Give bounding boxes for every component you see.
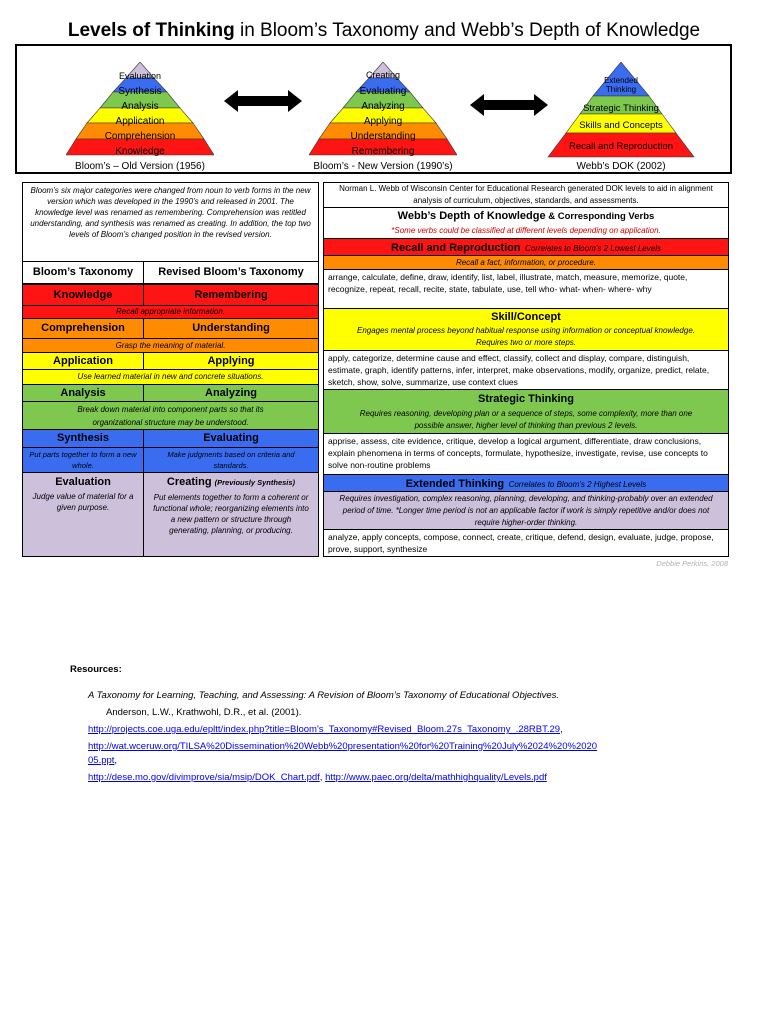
new-level-understanding: Understanding xyxy=(350,131,416,142)
resource-link-line-3 xyxy=(88,754,117,768)
bloom-new-header: Revised Bloom’s Taxonomy xyxy=(143,261,319,284)
dok-level1-desc: Recall a fact, information, or procedure. xyxy=(323,255,729,270)
resource-link-line-1 xyxy=(88,723,563,737)
row-evaluating: Evaluating xyxy=(143,429,319,448)
creating-note: (Previously Synthesis) xyxy=(214,478,296,487)
dok-level3-desc: Requires reasoning, developing plan or a sequence of steps, some complexity, more than one possible answer, higher level of thinking than previous 2 levels. xyxy=(359,409,693,430)
dok-level-skills: Skills and Concepts xyxy=(579,120,663,131)
row-analyzing: Analyzing xyxy=(143,384,319,402)
resource-link-paec[interactable]: http://www.paec.org/delta/mathhighquality/Levels.pdf xyxy=(325,772,547,783)
dok-level-strategic: Strategic Thinking xyxy=(583,103,659,114)
row-comprehension: Comprehension xyxy=(22,318,144,339)
resource-separator: , xyxy=(319,772,326,783)
knowledge-desc: Recall appropriate information. xyxy=(22,305,319,319)
resource-authors: Anderson, L.W., Krathwohl, D.R., et al. (2001). xyxy=(106,707,302,718)
new-pyramid-caption: Bloom’s - New Version (1990’s) xyxy=(313,161,453,172)
dok-level1-name: Recall and Reproduction xyxy=(391,242,521,254)
row-analysis: Analysis xyxy=(22,384,144,402)
dok-level3-name: Strategic Thinking xyxy=(478,393,574,405)
resource-link-wceruw-cont[interactable]: 05.ppt xyxy=(88,755,115,766)
row-understanding: Understanding xyxy=(143,318,319,339)
dok-level4-name: Extended Thinking xyxy=(405,478,505,490)
dok-header-cell xyxy=(323,207,729,239)
creating-desc: Put elements together to form a coherent or functional whole; reorganizing elements into a new pattern or structure through generating, planning, or producing. xyxy=(153,493,309,535)
resource-separator: , xyxy=(560,724,563,735)
title-rest: in Bloom’s Taxonomy and Webb’s Depth of Knowledge xyxy=(234,20,701,41)
resource-link-wceruw[interactable]: http://wat.wceruw.org/TILSA%20Dissemination%20Webb%20presentation%20for%20Training%20July%2024%20%2020 xyxy=(88,741,598,752)
row-application: Application xyxy=(22,352,144,370)
resources-heading: Resources: xyxy=(70,664,122,675)
old-level-comprehension: Comprehension xyxy=(104,131,176,142)
new-level-creating: Creating xyxy=(365,70,401,80)
dok-level2-verbs: apply, categorize, determine cause and effect, classify, collect and display, compare, distinguish, estimate, graph, identify patterns, infer, interpret, make observations, modify, organize, predict, relate, sketch, show, solve, summarize, use context clues xyxy=(323,350,729,390)
row-synthesis: Synthesis xyxy=(22,429,144,448)
author-credit: Debbie Perkins, 2008 xyxy=(656,559,728,568)
new-level-evaluating: Evaluating xyxy=(359,86,407,97)
resource-link-bloom[interactable]: http://projects.coe.uga.edu/epltt/index.php?title=Bloom's_Taxonomy#Revised_Bloom.27s_Taxonomy_.28RBT.29 xyxy=(88,724,561,735)
old-pyramid-caption: Bloom’s – Old Version (1956) xyxy=(75,161,205,172)
dok-header-verbs: & Corresponding Verbs xyxy=(545,211,655,222)
row-remembering: Remembering xyxy=(143,284,319,306)
double-arrow-icon xyxy=(470,94,548,116)
dok-level-extended: Extended Thinking xyxy=(604,76,638,94)
resource-separator: , xyxy=(114,755,118,766)
double-arrow-icon xyxy=(224,90,302,112)
dok-level2-desc: Engages mental process beyond habitual response using information or conceptual knowledge. Requires two or more steps. xyxy=(357,326,695,347)
resource-link-dese[interactable]: http://dese.mo.gov/divimprove/sia/msip/DOK_Chart.pdf xyxy=(88,772,320,783)
old-level-synthesis: Synthesis xyxy=(118,86,162,97)
dok-level4-verbs: analyze, apply concepts, compose, connect, create, critique, defend, design, evaluate, judge, propose, prove, support, synthesize xyxy=(323,529,729,557)
dok-level4-header xyxy=(323,474,729,492)
creating-cell xyxy=(143,472,319,557)
resource-book-title: A Taxonomy for Learning, Teaching, and Assessing: A Revision of Bloom’s Taxonomy of Educational Objectives. xyxy=(88,690,560,701)
dok-level3-header xyxy=(323,389,729,434)
dok-level-recall: Recall and Reproduction xyxy=(568,141,674,152)
dok-level4-desc: Requires investigation, complex reasoning, planning, developing, and thinking-probably over an extended period of time. *Longer time period is not an applicable factor if work is simply repetitive and/or does not require higher-order thinking. xyxy=(323,491,729,530)
dok-level2-name: Skill/Concept xyxy=(491,311,561,323)
bloom-old-pyramid xyxy=(66,62,214,158)
dok-level1-verbs: arrange, calculate, define, draw, identify, list, label, illustrate, match, measure, memorize, quote, recognize, repeat, recall, recite, state, tabulate, use, tell who- what- when- where- why xyxy=(323,269,729,309)
dok-pyramid xyxy=(546,62,696,158)
new-level-remembering: Remembering xyxy=(351,146,415,157)
bloom-intro-text: Bloom’s six major categories were changed from noun to verb forms in the new version which was developed in the 1990’s and released in 2001. The knowledge level was renamed as remembering. Comprehension was retitled understanding, and synthesis was renamed as creating. In addition, the top two levels of Bloom’s changed position in the revised version. xyxy=(22,182,319,261)
old-level-application: Application xyxy=(115,116,165,127)
dok-note: *Some verbs could be classified at different levels depending on application. xyxy=(391,226,661,235)
dok-header-title: Webb’s Depth of Knowledge xyxy=(397,210,546,222)
application-desc: Use learned material in new and concrete situations. xyxy=(22,369,319,385)
page-title xyxy=(0,20,768,42)
dok-level2-header xyxy=(323,308,729,351)
bloom-old-header: Bloom’s Taxonomy xyxy=(22,261,144,284)
dok-level3-verbs: apprise, assess, cite evidence, critique, develop a logical argument, differentiate, draw conclusions, explain phenomena in terms of concepts, formulate, hypothesize, investigate, revise, use concepts to solve non-routine problems xyxy=(323,433,729,475)
dok-intro-text: Norman L. Webb of Wisconsin Center for Educational Research generated DOK levels to aid in alignment analysis of curriculum, objectives, standards, and assessments. xyxy=(323,182,729,208)
resource-link-line-2 xyxy=(88,740,597,754)
dok-level1-corr: Correlates to Bloom’s 2 Lowest Levels xyxy=(525,244,661,253)
old-level-evaluation: Evaluation xyxy=(118,71,162,81)
dok-pyramid-caption: Webb’s DOK (2002) xyxy=(576,161,666,172)
row-evaluation: Evaluation xyxy=(55,476,111,488)
synthesis-desc: Put parts together to form a new whole. xyxy=(22,447,144,473)
row-creating: Creating xyxy=(166,476,212,488)
resource-link-line-4 xyxy=(88,771,547,785)
row-applying: Applying xyxy=(143,352,319,370)
new-level-applying: Applying xyxy=(363,116,403,127)
dok-level1-header xyxy=(323,238,729,256)
evaluating-desc: Make judgments based on criteria and standards. xyxy=(143,447,319,473)
title-bold: Levels of Thinking xyxy=(67,20,235,41)
comprehension-desc: Grasp the meaning of material. xyxy=(22,338,319,353)
new-level-analyzing: Analyzing xyxy=(361,101,405,112)
bloom-new-pyramid xyxy=(309,62,457,158)
row-knowledge: Knowledge xyxy=(22,284,144,306)
dok-level4-corr: Correlates to Bloom’s 2 Highest Levels xyxy=(508,480,647,489)
old-level-knowledge: Knowledge xyxy=(115,146,165,157)
evaluation-desc: Judge value of material for a given purpose. xyxy=(32,492,134,512)
evaluation-cell xyxy=(22,472,144,557)
old-level-analysis: Analysis xyxy=(121,101,159,112)
analysis-desc: Break down material into component parts so that its organizational structure may be understood. xyxy=(22,401,319,430)
